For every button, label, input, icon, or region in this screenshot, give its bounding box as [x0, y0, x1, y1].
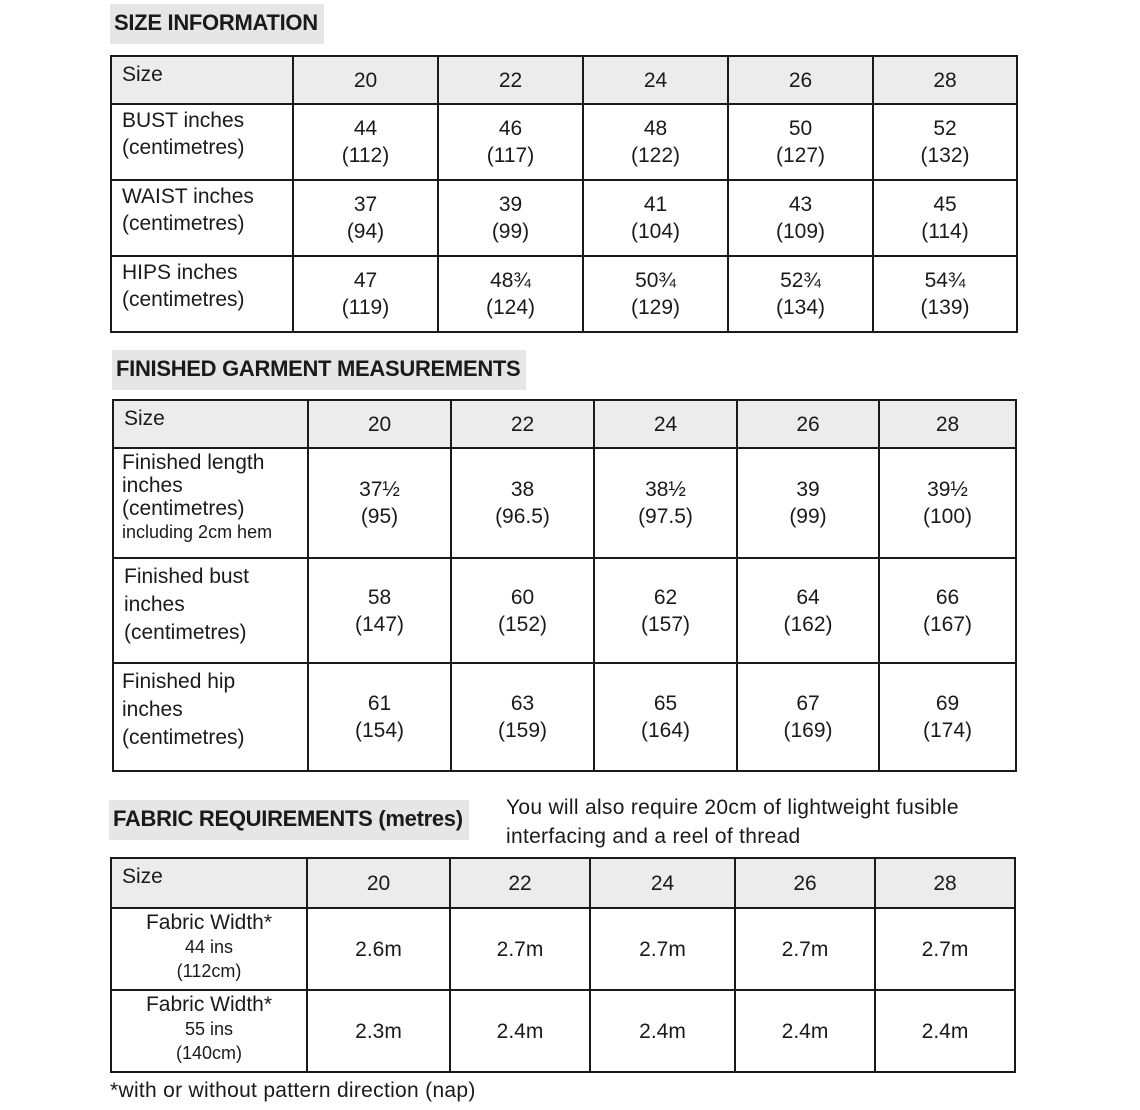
size-header-cell: 28	[879, 400, 1016, 448]
fabric-cell: 2.3m	[307, 990, 450, 1072]
measurement-cell: 41 (104)	[583, 180, 728, 256]
row-label-bust: BUST inches (centimetres)	[111, 104, 293, 180]
measurement-cell: 65 (164)	[594, 663, 737, 771]
measurement-cell: 39½ (100)	[879, 448, 1016, 558]
size-header-cell: 20	[307, 858, 450, 908]
measurement-cell: 58 (147)	[308, 558, 451, 663]
size-header-cell: 28	[875, 858, 1015, 908]
finished-garment-table	[112, 399, 1017, 772]
measurement-cell: 52 (132)	[873, 104, 1017, 180]
fabric-cell: 2.4m	[875, 990, 1015, 1072]
size-header-cell: 22	[438, 56, 583, 104]
table-row-finished-length	[113, 448, 1016, 558]
measurement-cell: 38 (96.5)	[451, 448, 594, 558]
row-label-waist: WAIST inches (centimetres)	[111, 180, 293, 256]
table-row-finished-hip	[113, 663, 1016, 771]
fabric-cell: 2.4m	[735, 990, 875, 1072]
fabric-cell: 2.7m	[735, 908, 875, 990]
size-header-label: Size	[111, 56, 293, 104]
measurement-cell: 43 (109)	[728, 180, 873, 256]
measurement-cell: 63 (159)	[451, 663, 594, 771]
garment-header-row	[113, 400, 1016, 448]
measurement-cell: 66 (167)	[879, 558, 1016, 663]
measurement-cell: 45 (114)	[873, 180, 1017, 256]
table-row-fabric-55	[111, 990, 1015, 1072]
fabric-requirements-title: FABRIC REQUIREMENTS (metres)	[109, 800, 469, 840]
interfacing-note: You will also require 20cm of lightweight fusible interfacing and a reel of thread	[506, 796, 959, 848]
table-row-fabric-44	[111, 908, 1015, 990]
measurement-cell: 37½ (95)	[308, 448, 451, 558]
fabric-header-row	[111, 858, 1015, 908]
size-information-title: SIZE INFORMATION	[110, 4, 324, 44]
measurement-cell: 39 (99)	[438, 180, 583, 256]
measurement-cell: 54¾ (139)	[873, 256, 1017, 332]
size-header-cell: 28	[873, 56, 1017, 104]
fabric-cell: 2.7m	[875, 908, 1015, 990]
measurement-cell: 48¾ (124)	[438, 256, 583, 332]
fabric-cell: 2.4m	[590, 990, 735, 1072]
measurement-cell: 62 (157)	[594, 558, 737, 663]
size-information-table	[110, 55, 1018, 333]
size-header-cell: 20	[308, 400, 451, 448]
row-label-fabric-44: Fabric Width* 44 ins (112cm)	[111, 908, 307, 990]
fabric-cell: 2.6m	[307, 908, 450, 990]
row-label-hips: HIPS inches (centimetres)	[111, 256, 293, 332]
measurement-cell: 44 (112)	[293, 104, 438, 180]
measurement-cell: 50¾ (129)	[583, 256, 728, 332]
table-row-hips	[111, 256, 1017, 332]
fabric-cell: 2.7m	[450, 908, 590, 990]
table-row-waist	[111, 180, 1017, 256]
size-header-cell: 20	[293, 56, 438, 104]
measurement-cell: 50 (127)	[728, 104, 873, 180]
fabric-cell: 2.4m	[450, 990, 590, 1072]
fabric-header-label: Size	[111, 858, 307, 908]
table-row-finished-bust	[113, 558, 1016, 663]
fabric-requirements-table	[110, 857, 1016, 1073]
measurement-cell: 39 (99)	[737, 448, 879, 558]
measurement-cell: 38½ (97.5)	[594, 448, 737, 558]
size-header-cell: 26	[728, 56, 873, 104]
measurement-cell: 47 (119)	[293, 256, 438, 332]
size-header-row	[111, 56, 1017, 104]
fabric-cell: 2.7m	[590, 908, 735, 990]
row-label-fabric-55: Fabric Width* 55 ins (140cm)	[111, 990, 307, 1072]
garment-header-label: Size	[113, 400, 308, 448]
row-label-finished-hip: Finished hip inches (centimetres)	[113, 663, 308, 771]
measurement-cell: 60 (152)	[451, 558, 594, 663]
size-header-cell: 22	[450, 858, 590, 908]
row-label-finished-length: Finished length inches (centimetres) including 2cm hem	[113, 448, 308, 558]
row-label-finished-bust: Finished bust inches (centimetres)	[113, 558, 308, 663]
nap-footnote: *with or without pattern direction (nap)	[110, 1079, 476, 1102]
size-header-cell: 24	[590, 858, 735, 908]
measurement-cell: 64 (162)	[737, 558, 879, 663]
table-row-bust	[111, 104, 1017, 180]
measurement-cell: 37 (94)	[293, 180, 438, 256]
measurement-cell: 61 (154)	[308, 663, 451, 771]
size-header-cell: 26	[737, 400, 879, 448]
measurement-cell: 52¾ (134)	[728, 256, 873, 332]
measurement-cell: 48 (122)	[583, 104, 728, 180]
measurement-cell: 67 (169)	[737, 663, 879, 771]
size-header-cell: 24	[594, 400, 737, 448]
measurement-cell: 69 (174)	[879, 663, 1016, 771]
size-header-cell: 26	[735, 858, 875, 908]
finished-garment-title: FINISHED GARMENT MEASUREMENTS	[112, 350, 526, 390]
size-header-cell: 24	[583, 56, 728, 104]
size-header-cell: 22	[451, 400, 594, 448]
measurement-cell: 46 (117)	[438, 104, 583, 180]
